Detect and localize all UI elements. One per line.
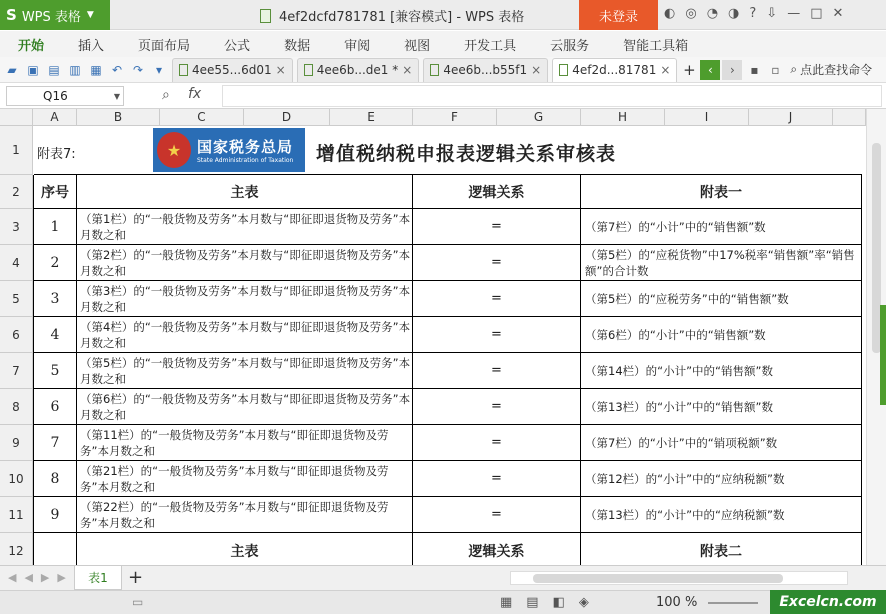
- chevron-down-icon[interactable]: ▼: [113, 91, 120, 101]
- row-header-6[interactable]: 6: [0, 317, 33, 353]
- row-header-8[interactable]: 8: [0, 389, 33, 425]
- seq-cell[interactable]: 5: [33, 353, 77, 389]
- header-attach[interactable]: 附表一: [581, 175, 862, 209]
- tab-close-icon[interactable]: ×: [402, 63, 413, 77]
- protect-icon[interactable]: ◈: [578, 595, 589, 610]
- search-icon: ⌕: [790, 62, 798, 76]
- feedback-icon[interactable]: ◑: [728, 6, 740, 21]
- row-header-7[interactable]: 7: [0, 353, 33, 389]
- formula-bar: [0, 83, 886, 109]
- sheet-title: 增值税纳税申报表逻辑关系审核表: [316, 143, 617, 165]
- row-header-10[interactable]: 10: [0, 461, 33, 497]
- logo-english-text: State Administration of Taxation: [197, 157, 294, 164]
- doc-tab-label: 4ee55...6d01: [192, 63, 272, 77]
- horizontal-scroll-thumb[interactable]: [533, 574, 783, 583]
- row-header-2[interactable]: 2: [0, 175, 33, 209]
- column-header-g[interactable]: G: [497, 109, 581, 126]
- maximize-icon[interactable]: □: [810, 6, 823, 21]
- header-main[interactable]: 主表: [77, 175, 413, 209]
- seq-cell[interactable]: 6: [33, 389, 77, 425]
- row-header-11[interactable]: 11: [0, 497, 33, 533]
- view-mode-icons: [500, 595, 589, 610]
- seq-cell[interactable]: 7: [33, 425, 77, 461]
- column-header-i[interactable]: I: [665, 109, 749, 126]
- sheet-tab-1[interactable]: 表1: [74, 566, 122, 590]
- logic-cell[interactable]: =: [413, 497, 581, 533]
- menu-cloud[interactable]: 云服务: [550, 38, 590, 54]
- document-title: [260, 6, 524, 25]
- seq-cell[interactable]: 9: [33, 497, 77, 533]
- menu-formulas[interactable]: 公式: [224, 38, 251, 54]
- spreadsheet-grid: [0, 109, 886, 565]
- column-header-b[interactable]: B: [77, 109, 160, 126]
- logic-cell[interactable]: =: [413, 317, 581, 353]
- sheet-file-icon: [179, 64, 188, 76]
- column-header-d[interactable]: D: [244, 109, 330, 126]
- open-folder-icon[interactable]: ▰: [7, 62, 17, 77]
- menu-view[interactable]: 视图: [404, 38, 431, 54]
- download-icon[interactable]: ⇩: [766, 6, 778, 21]
- document-icon: [260, 9, 271, 23]
- export-pdf-icon[interactable]: ▤: [48, 62, 60, 77]
- side-panel-handle[interactable]: [880, 305, 886, 405]
- footer-header-logic[interactable]: 逻辑关系: [413, 533, 581, 565]
- zoom-slider[interactable]: [708, 602, 758, 604]
- seq-cell[interactable]: 8: [33, 461, 77, 497]
- row-header-4[interactable]: 4: [0, 245, 33, 281]
- normal-view-icon[interactable]: ▦: [500, 595, 513, 610]
- header-logic[interactable]: 逻辑关系: [413, 175, 581, 209]
- attach-cell[interactable]: （第6栏）的“小计”中的“销售额”数: [581, 317, 862, 353]
- command-search[interactable]: [790, 61, 872, 78]
- column-header-a[interactable]: A: [33, 109, 77, 126]
- name-box-value: Q16: [43, 89, 68, 103]
- doc-tab-label: 4ee6b...b55f1: [443, 63, 528, 77]
- tab-prev-icon[interactable]: ‹: [700, 60, 720, 80]
- logic-cell[interactable]: =: [413, 281, 581, 317]
- print-preview-icon[interactable]: ▦: [90, 62, 102, 77]
- header-seq[interactable]: 序号: [33, 175, 77, 209]
- attach-cell[interactable]: （第12栏）的“小计”中的“应纳税额”数: [581, 461, 862, 497]
- seq-cell[interactable]: 1: [33, 209, 77, 245]
- footer-header-attach[interactable]: 附表二: [581, 533, 862, 565]
- menu-review[interactable]: 审阅: [344, 38, 371, 54]
- main-cell[interactable]: （第1栏）的“一般货物及劳务”本月数与“即征即退货物及劳务”本月数之和: [77, 209, 413, 245]
- row-header-5[interactable]: 5: [0, 281, 33, 317]
- undo-icon[interactable]: ↶: [111, 62, 123, 77]
- menu-smart-tools[interactable]: 智能工具箱: [623, 38, 689, 54]
- main-cell[interactable]: （第11栏）的“一般货物及劳务”本月数与“即征即退货物及劳务”本月数之和: [77, 425, 413, 461]
- sheet-file-icon: [304, 64, 313, 76]
- zoom-level[interactable]: 100 %: [656, 595, 698, 610]
- doc-tab-label: 4ee6b...de1 *: [316, 63, 399, 77]
- attachment-label: 附表7:: [37, 147, 76, 162]
- wps-logo-icon: S: [6, 6, 17, 24]
- title-row: [34, 126, 862, 175]
- window-controls: [664, 6, 843, 21]
- menu-page-layout[interactable]: 页面布局: [138, 38, 191, 54]
- app-menu-button[interactable]: [0, 0, 110, 30]
- seq-cell[interactable]: 3: [33, 281, 77, 317]
- doc-tab-label: 4ef2d...81781: [572, 63, 657, 77]
- status-doc-icon: ▭: [132, 595, 144, 609]
- tab-close-icon[interactable]: ×: [275, 63, 286, 77]
- seq-cell[interactable]: 4: [33, 317, 77, 353]
- menu-data[interactable]: 数据: [284, 38, 311, 54]
- logic-cell[interactable]: =: [413, 209, 581, 245]
- page-break-view-icon[interactable]: ▤: [526, 595, 539, 610]
- main-cell[interactable]: （第3栏）的“一般货物及劳务”本月数与“即征即退货物及劳务”本月数之和: [77, 281, 413, 317]
- attach-cell[interactable]: （第14栏）的“小计”中的“销售额”数: [581, 353, 862, 389]
- function-icon[interactable]: fx: [188, 86, 202, 102]
- status-bar: [0, 590, 886, 614]
- quick-toolbar: [0, 57, 886, 83]
- attach-cell[interactable]: （第13栏）的“小计”中的“应纳税额”数: [581, 497, 862, 533]
- minimize-icon[interactable]: —: [787, 6, 801, 21]
- logic-cell[interactable]: =: [413, 389, 581, 425]
- zoom-search-icon[interactable]: ⌕: [162, 87, 170, 103]
- watermark-logo: Excelcn.com: [770, 590, 886, 614]
- app-name: WPS 表格: [21, 9, 81, 25]
- save-icon[interactable]: ▣: [27, 62, 39, 77]
- doc-tab-3[interactable]: [423, 58, 548, 82]
- footer-seq-cell[interactable]: [33, 533, 77, 565]
- formula-input[interactable]: [222, 85, 882, 107]
- tile-icon[interactable]: ▫: [771, 62, 780, 77]
- national-emblem-icon: ★: [157, 132, 191, 168]
- sheet-file-icon: [430, 64, 439, 76]
- sheet-file-icon: [559, 64, 568, 76]
- tab-next-icon[interactable]: ›: [722, 60, 742, 80]
- logic-cell[interactable]: =: [413, 425, 581, 461]
- main-cell[interactable]: （第21栏）的“一般货物及劳务”本月数与“即征即退货物及劳务”本月数之和: [77, 461, 413, 497]
- column-header-c[interactable]: C: [160, 109, 244, 126]
- chevron-down-icon: ▼: [86, 10, 94, 20]
- menu-developer[interactable]: 开发工具: [464, 38, 517, 54]
- select-all-corner[interactable]: [0, 109, 33, 126]
- menu-insert[interactable]: 插入: [78, 38, 105, 54]
- login-button[interactable]: 未登录: [579, 0, 658, 30]
- attach-cell[interactable]: （第5栏）的“应税劳务”中的“销售额”数: [581, 281, 862, 317]
- row-header-1[interactable]: 1: [0, 126, 33, 175]
- main-cell[interactable]: （第2栏）的“一般货物及劳务”本月数与“即征即退货物及劳务”本月数之和: [77, 245, 413, 281]
- tab-close-icon[interactable]: ×: [660, 63, 671, 77]
- attach-cell[interactable]: （第7栏）的“小计”中的“销项税额”数: [581, 425, 862, 461]
- command-search-label: 点此查找命令: [800, 63, 873, 77]
- main-cell[interactable]: （第4栏）的“一般货物及劳务”本月数与“即征即退货物及劳务”本月数之和: [77, 317, 413, 353]
- column-header-k[interactable]: [833, 109, 866, 126]
- column-header-e[interactable]: E: [330, 109, 413, 126]
- sheet-nav-icons[interactable]: ◀◀▶▶: [8, 571, 74, 584]
- tax-bureau-logo: [153, 128, 305, 172]
- sheet-tab-bar: [0, 565, 886, 590]
- add-sheet-icon[interactable]: +: [128, 567, 144, 588]
- attach-cell[interactable]: （第7栏）的“小计”中的“销售额”数: [581, 209, 862, 245]
- name-box[interactable]: [6, 86, 124, 106]
- ribbon-menu: [0, 31, 886, 57]
- logic-cell[interactable]: =: [413, 461, 581, 497]
- row-header-9[interactable]: 9: [0, 425, 33, 461]
- column-header-f[interactable]: F: [413, 109, 497, 126]
- hint-icon[interactable]: ◎: [685, 6, 697, 21]
- help-icon[interactable]: ?: [749, 6, 757, 21]
- redo-icon[interactable]: ↷: [132, 62, 144, 77]
- new-tab-icon[interactable]: +: [683, 60, 696, 79]
- attach-cell[interactable]: （第5栏）的“应税货物”中17%税率“销售额”率“销售额”的合计数: [581, 245, 862, 281]
- tab-close-icon[interactable]: ×: [531, 63, 542, 77]
- doc-tab-4-active[interactable]: [552, 58, 677, 82]
- reading-mode-icon[interactable]: ◧: [552, 595, 565, 610]
- doc-tab-1[interactable]: [172, 58, 293, 82]
- footer-header-main[interactable]: 主表: [77, 533, 413, 565]
- column-header-j[interactable]: J: [749, 109, 833, 126]
- logic-cell[interactable]: =: [413, 353, 581, 389]
- attach-cell[interactable]: （第13栏）的“小计”中的“销售额”数: [581, 389, 862, 425]
- close-icon[interactable]: ✕: [832, 6, 844, 21]
- doc-tab-2[interactable]: [297, 58, 420, 82]
- print-icon[interactable]: ▥: [69, 62, 81, 77]
- window-list-icon[interactable]: ▪: [750, 62, 759, 77]
- menu-home[interactable]: 开始: [18, 38, 45, 54]
- column-header-h[interactable]: H: [581, 109, 665, 126]
- row-header-12[interactable]: 12: [0, 533, 33, 565]
- document-title-text: 4ef2dcfd781781 [兼容模式] - WPS 表格: [279, 10, 525, 25]
- main-cell[interactable]: （第5栏）的“一般货物及劳务”本月数与“即征即退货物及劳务”本月数之和: [77, 353, 413, 389]
- row-header-3[interactable]: 3: [0, 209, 33, 245]
- main-cell[interactable]: （第6栏）的“一般货物及劳务”本月数与“即征即退货物及劳务”本月数之和: [77, 389, 413, 425]
- logo-chinese-text: 国家税务总局: [197, 138, 294, 156]
- skin-icon[interactable]: ◐: [664, 6, 676, 21]
- logic-cell[interactable]: =: [413, 245, 581, 281]
- horizontal-scrollbar[interactable]: [510, 571, 848, 585]
- share-icon[interactable]: ◔: [706, 6, 719, 21]
- seq-cell[interactable]: 2: [33, 245, 77, 281]
- main-cell[interactable]: （第22栏）的“一般货物及劳务”本月数与“即征即退货物及劳务”本月数之和: [77, 497, 413, 533]
- more-dropdown-icon[interactable]: ▾: [155, 62, 163, 77]
- title-bar: [0, 0, 886, 30]
